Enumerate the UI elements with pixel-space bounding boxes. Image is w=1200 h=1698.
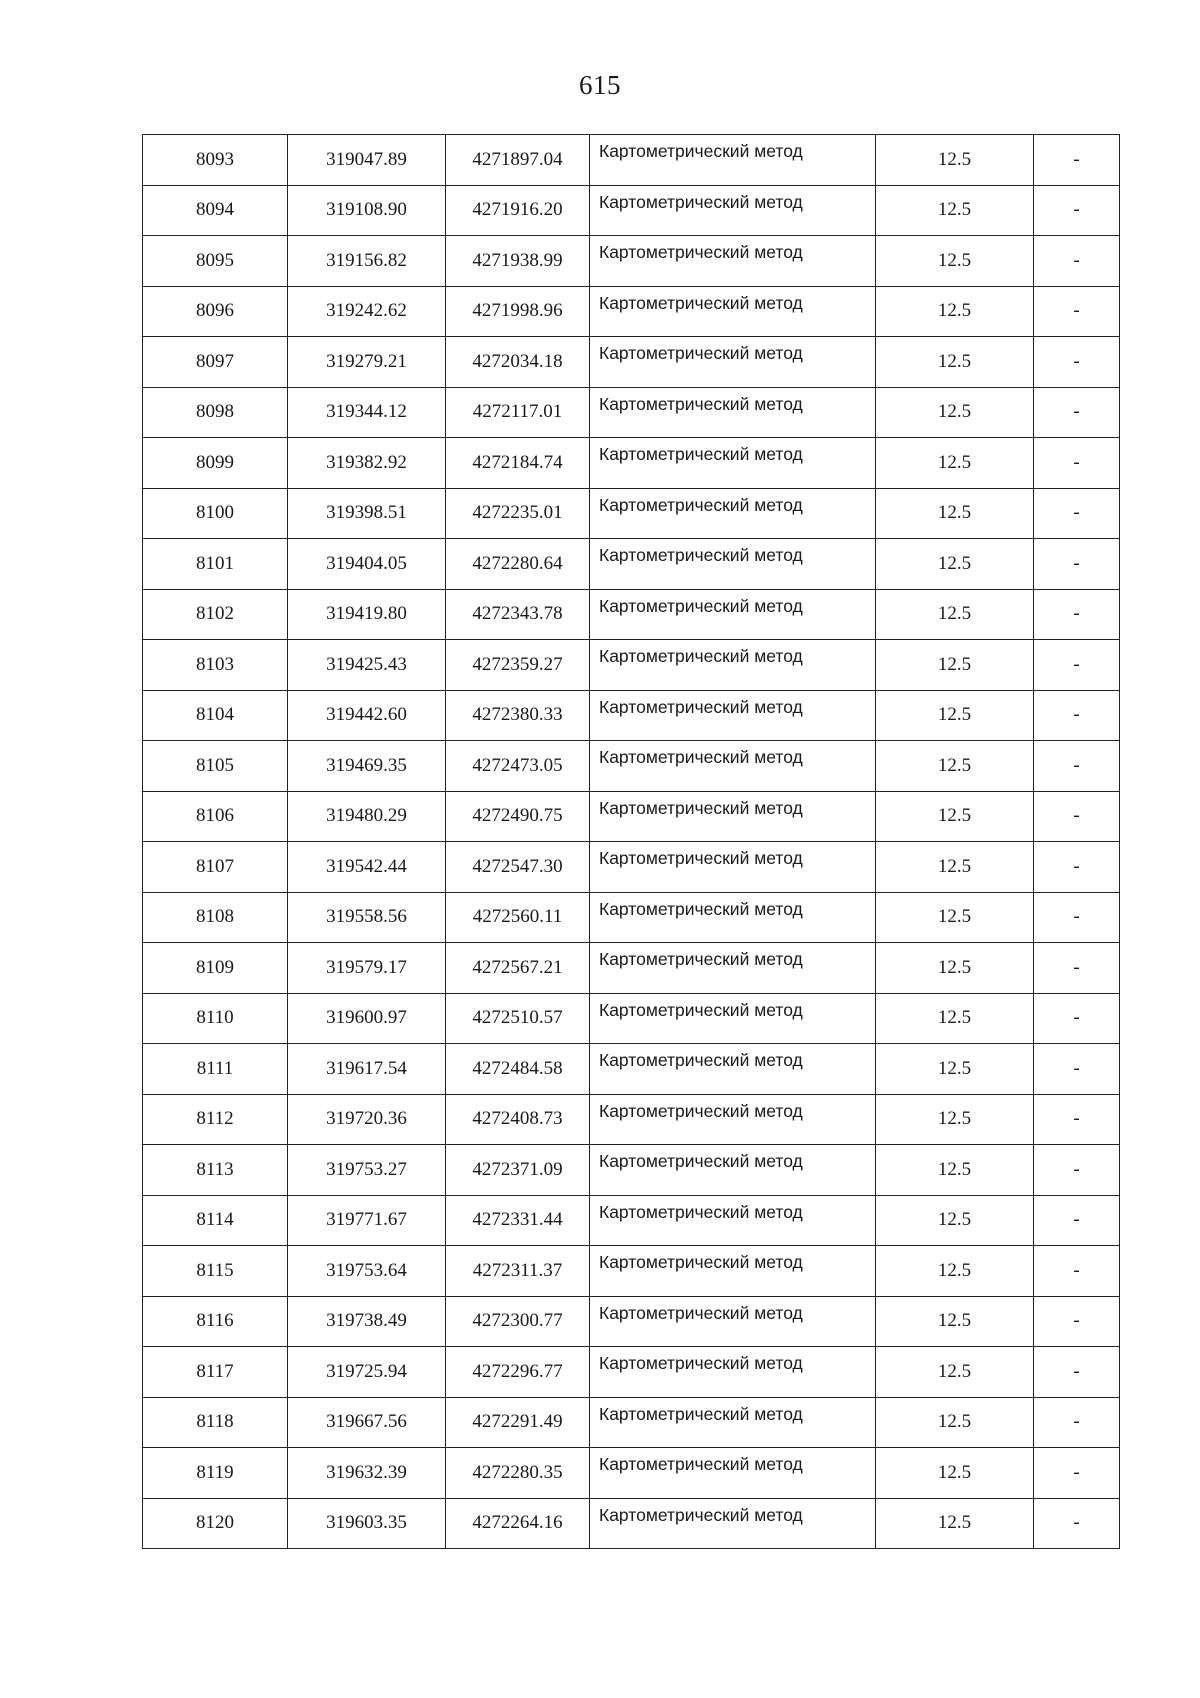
note-cell: - [1034, 1498, 1120, 1549]
note-cell: - [1034, 337, 1120, 388]
note-cell: - [1034, 488, 1120, 539]
point-number-cell: 8108 [143, 892, 288, 943]
accuracy-cell: 12.5 [876, 135, 1034, 186]
y-coordinate-cell: 4271897.04 [446, 135, 590, 186]
method-cell: Картометрический метод [590, 135, 876, 186]
x-coordinate-cell: 319600.97 [288, 993, 446, 1044]
note-cell: - [1034, 236, 1120, 287]
point-number-cell: 8112 [143, 1094, 288, 1145]
x-coordinate-cell: 319771.67 [288, 1195, 446, 1246]
x-coordinate-cell: 319419.80 [288, 589, 446, 640]
y-coordinate-cell: 4272408.73 [446, 1094, 590, 1145]
method-cell: Картометрический метод [590, 993, 876, 1044]
note-cell: - [1034, 1044, 1120, 1095]
table-row [143, 589, 1120, 640]
table-row [143, 438, 1120, 489]
point-number-cell: 8119 [143, 1448, 288, 1499]
point-number-cell: 8102 [143, 589, 288, 640]
y-coordinate-cell: 4272490.75 [446, 791, 590, 842]
note-cell: - [1034, 1145, 1120, 1196]
y-coordinate-cell: 4272291.49 [446, 1397, 590, 1448]
table-row [143, 185, 1120, 236]
accuracy-cell: 12.5 [876, 1044, 1034, 1095]
table-row [143, 488, 1120, 539]
y-coordinate-cell: 4272359.27 [446, 640, 590, 691]
method-cell: Картометрический метод [590, 791, 876, 842]
x-coordinate-cell: 319398.51 [288, 488, 446, 539]
accuracy-cell: 12.5 [876, 1397, 1034, 1448]
point-number-cell: 8110 [143, 993, 288, 1044]
x-coordinate-cell: 319108.90 [288, 185, 446, 236]
point-number-cell: 8120 [143, 1498, 288, 1549]
table-row [143, 135, 1120, 186]
y-coordinate-cell: 4271998.96 [446, 286, 590, 337]
y-coordinate-cell: 4272473.05 [446, 741, 590, 792]
method-cell: Картометрический метод [590, 1347, 876, 1398]
point-number-cell: 8096 [143, 286, 288, 337]
page-number: 615 [579, 70, 621, 100]
x-coordinate-cell: 319738.49 [288, 1296, 446, 1347]
x-coordinate-cell: 319156.82 [288, 236, 446, 287]
y-coordinate-cell: 4272300.77 [446, 1296, 590, 1347]
method-cell: Картометрический метод [590, 185, 876, 236]
note-cell: - [1034, 842, 1120, 893]
accuracy-cell: 12.5 [876, 1246, 1034, 1297]
table-row [143, 337, 1120, 388]
y-coordinate-cell: 4272034.18 [446, 337, 590, 388]
method-cell: Картометрический метод [590, 1094, 876, 1145]
method-cell: Картометрический метод [590, 488, 876, 539]
x-coordinate-cell: 319425.43 [288, 640, 446, 691]
accuracy-cell: 12.5 [876, 539, 1034, 590]
method-cell: Картометрический метод [590, 1044, 876, 1095]
note-cell: - [1034, 791, 1120, 842]
method-cell: Картометрический метод [590, 438, 876, 489]
y-coordinate-cell: 4272547.30 [446, 842, 590, 893]
point-number-cell: 8118 [143, 1397, 288, 1448]
point-number-cell: 8097 [143, 337, 288, 388]
point-number-cell: 8099 [143, 438, 288, 489]
method-cell: Картометрический метод [590, 1498, 876, 1549]
x-coordinate-cell: 319617.54 [288, 1044, 446, 1095]
accuracy-cell: 12.5 [876, 1347, 1034, 1398]
y-coordinate-cell: 4272380.33 [446, 690, 590, 741]
y-coordinate-cell: 4272343.78 [446, 589, 590, 640]
point-number-cell: 8117 [143, 1347, 288, 1398]
method-cell: Картометрический метод [590, 387, 876, 438]
accuracy-cell: 12.5 [876, 1448, 1034, 1499]
method-cell: Картометрический метод [590, 539, 876, 590]
point-number-cell: 8105 [143, 741, 288, 792]
y-coordinate-cell: 4272484.58 [446, 1044, 590, 1095]
accuracy-cell: 12.5 [876, 337, 1034, 388]
accuracy-cell: 12.5 [876, 690, 1034, 741]
table-row [143, 993, 1120, 1044]
note-cell: - [1034, 387, 1120, 438]
table-row [143, 791, 1120, 842]
accuracy-cell: 12.5 [876, 791, 1034, 842]
accuracy-cell: 12.5 [876, 741, 1034, 792]
y-coordinate-cell: 4272510.57 [446, 993, 590, 1044]
note-cell: - [1034, 892, 1120, 943]
point-number-cell: 8095 [143, 236, 288, 287]
y-coordinate-cell: 4272280.35 [446, 1448, 590, 1499]
y-coordinate-cell: 4272264.16 [446, 1498, 590, 1549]
accuracy-cell: 12.5 [876, 892, 1034, 943]
x-coordinate-cell: 319603.35 [288, 1498, 446, 1549]
note-cell: - [1034, 438, 1120, 489]
method-cell: Картометрический метод [590, 1448, 876, 1499]
table-row [143, 236, 1120, 287]
y-coordinate-cell: 4272280.64 [446, 539, 590, 590]
accuracy-cell: 12.5 [876, 640, 1034, 691]
accuracy-cell: 12.5 [876, 1094, 1034, 1145]
note-cell: - [1034, 589, 1120, 640]
x-coordinate-cell: 319579.17 [288, 943, 446, 994]
note-cell: - [1034, 1296, 1120, 1347]
accuracy-cell: 12.5 [876, 1296, 1034, 1347]
accuracy-cell: 12.5 [876, 842, 1034, 893]
x-coordinate-cell: 319720.36 [288, 1094, 446, 1145]
method-cell: Картометрический метод [590, 1296, 876, 1347]
note-cell: - [1034, 539, 1120, 590]
x-coordinate-cell: 319542.44 [288, 842, 446, 893]
point-number-cell: 8100 [143, 488, 288, 539]
note-cell: - [1034, 1347, 1120, 1398]
table-row [143, 1044, 1120, 1095]
note-cell: - [1034, 690, 1120, 741]
table-row [143, 1094, 1120, 1145]
y-coordinate-cell: 4271938.99 [446, 236, 590, 287]
note-cell: - [1034, 741, 1120, 792]
accuracy-cell: 12.5 [876, 1145, 1034, 1196]
accuracy-cell: 12.5 [876, 1195, 1034, 1246]
x-coordinate-cell: 319344.12 [288, 387, 446, 438]
method-cell: Картометрический метод [590, 892, 876, 943]
accuracy-cell: 12.5 [876, 1498, 1034, 1549]
method-cell: Картометрический метод [590, 1246, 876, 1297]
x-coordinate-cell: 319753.64 [288, 1246, 446, 1297]
x-coordinate-cell: 319753.27 [288, 1145, 446, 1196]
table-row [143, 1195, 1120, 1246]
y-coordinate-cell: 4272567.21 [446, 943, 590, 994]
table-body [143, 135, 1120, 1549]
x-coordinate-cell: 319480.29 [288, 791, 446, 842]
point-number-cell: 8107 [143, 842, 288, 893]
accuracy-cell: 12.5 [876, 286, 1034, 337]
note-cell: - [1034, 286, 1120, 337]
point-number-cell: 8111 [143, 1044, 288, 1095]
x-coordinate-cell: 319242.62 [288, 286, 446, 337]
y-coordinate-cell: 4272560.11 [446, 892, 590, 943]
note-cell: - [1034, 135, 1120, 186]
x-coordinate-cell: 319469.35 [288, 741, 446, 792]
note-cell: - [1034, 1094, 1120, 1145]
method-cell: Картометрический метод [590, 741, 876, 792]
x-coordinate-cell: 319404.05 [288, 539, 446, 590]
x-coordinate-cell: 319725.94 [288, 1347, 446, 1398]
method-cell: Картометрический метод [590, 236, 876, 287]
table-row [143, 842, 1120, 893]
note-cell: - [1034, 943, 1120, 994]
table-row [143, 1296, 1120, 1347]
point-number-cell: 8103 [143, 640, 288, 691]
point-number-cell: 8115 [143, 1246, 288, 1297]
point-number-cell: 8106 [143, 791, 288, 842]
note-cell: - [1034, 1195, 1120, 1246]
table-row [143, 1448, 1120, 1499]
y-coordinate-cell: 4272296.77 [446, 1347, 590, 1398]
table-row [143, 387, 1120, 438]
point-number-cell: 8113 [143, 1145, 288, 1196]
accuracy-cell: 12.5 [876, 236, 1034, 287]
table-row [143, 1347, 1120, 1398]
point-number-cell: 8101 [143, 539, 288, 590]
table-row [143, 690, 1120, 741]
y-coordinate-cell: 4272331.44 [446, 1195, 590, 1246]
point-number-cell: 8109 [143, 943, 288, 994]
coordinates-table [142, 134, 1120, 1549]
table-row [143, 741, 1120, 792]
table-row [143, 892, 1120, 943]
table-row [143, 1498, 1120, 1549]
method-cell: Картометрический метод [590, 337, 876, 388]
table-row [143, 640, 1120, 691]
x-coordinate-cell: 319667.56 [288, 1397, 446, 1448]
method-cell: Картометрический метод [590, 286, 876, 337]
point-number-cell: 8098 [143, 387, 288, 438]
note-cell: - [1034, 185, 1120, 236]
table-row [143, 1397, 1120, 1448]
method-cell: Картометрический метод [590, 842, 876, 893]
point-number-cell: 8094 [143, 185, 288, 236]
x-coordinate-cell: 319382.92 [288, 438, 446, 489]
point-number-cell: 8116 [143, 1296, 288, 1347]
accuracy-cell: 12.5 [876, 185, 1034, 236]
y-coordinate-cell: 4272371.09 [446, 1145, 590, 1196]
y-coordinate-cell: 4272184.74 [446, 438, 590, 489]
method-cell: Картометрический метод [590, 943, 876, 994]
x-coordinate-cell: 319442.60 [288, 690, 446, 741]
x-coordinate-cell: 319047.89 [288, 135, 446, 186]
note-cell: - [1034, 993, 1120, 1044]
x-coordinate-cell: 319279.21 [288, 337, 446, 388]
method-cell: Картометрический метод [590, 690, 876, 741]
accuracy-cell: 12.5 [876, 993, 1034, 1044]
method-cell: Картометрический метод [590, 1195, 876, 1246]
note-cell: - [1034, 640, 1120, 691]
table-row [143, 286, 1120, 337]
accuracy-cell: 12.5 [876, 438, 1034, 489]
x-coordinate-cell: 319632.39 [288, 1448, 446, 1499]
table-row [143, 943, 1120, 994]
method-cell: Картометрический метод [590, 1145, 876, 1196]
accuracy-cell: 12.5 [876, 488, 1034, 539]
accuracy-cell: 12.5 [876, 943, 1034, 994]
method-cell: Картометрический метод [590, 1397, 876, 1448]
method-cell: Картометрический метод [590, 589, 876, 640]
accuracy-cell: 12.5 [876, 387, 1034, 438]
note-cell: - [1034, 1448, 1120, 1499]
table-row [143, 1145, 1120, 1196]
point-number-cell: 8104 [143, 690, 288, 741]
y-coordinate-cell: 4272117.01 [446, 387, 590, 438]
y-coordinate-cell: 4271916.20 [446, 185, 590, 236]
point-number-cell: 8093 [143, 135, 288, 186]
note-cell: - [1034, 1397, 1120, 1448]
method-cell: Картометрический метод [590, 640, 876, 691]
table-row [143, 1246, 1120, 1297]
x-coordinate-cell: 319558.56 [288, 892, 446, 943]
note-cell: - [1034, 1246, 1120, 1297]
table-row [143, 539, 1120, 590]
y-coordinate-cell: 4272311.37 [446, 1246, 590, 1297]
accuracy-cell: 12.5 [876, 589, 1034, 640]
point-number-cell: 8114 [143, 1195, 288, 1246]
y-coordinate-cell: 4272235.01 [446, 488, 590, 539]
